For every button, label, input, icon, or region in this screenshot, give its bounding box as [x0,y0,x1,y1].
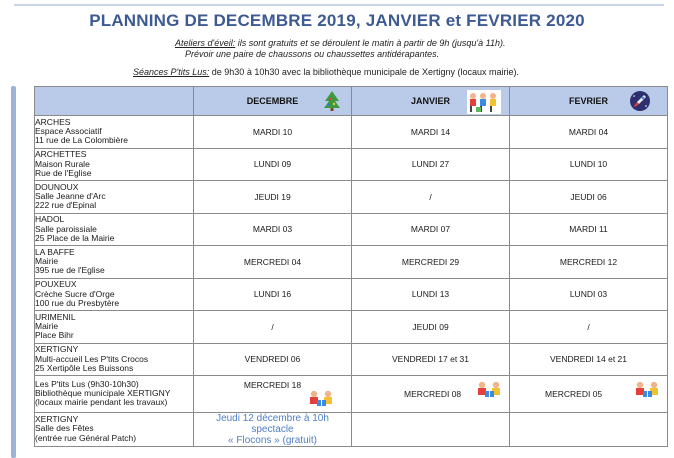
date-value: MERCREDI 08 [404,388,462,399]
date-value: MERCREDI 29 [401,256,460,267]
date-cell [352,213,510,246]
table-row [35,148,668,181]
table-row [35,181,668,214]
location-cell [35,311,194,344]
date-value: / [271,321,274,332]
location-detail: 222 rue d'Epinal [35,200,97,211]
date-cell [194,181,352,214]
date-cell [194,311,352,344]
date-cell [352,181,510,214]
date-value: MARDI 03 [252,224,293,235]
location-detail: Mairie [35,256,59,267]
date-cell [510,311,668,344]
location-cell [35,148,194,181]
date-cell [510,181,668,214]
date-value: LUNDI 09 [253,159,292,170]
month-header-january [352,87,510,116]
date-cell [510,376,668,413]
date-cell [510,343,668,376]
location-detail: Place Bihr [35,330,74,341]
empty-cell-february [510,412,668,446]
date-cell [194,278,352,311]
location-detail: Salle paroissiale [35,223,97,234]
date-cell [352,343,510,376]
location-detail: (locaux mairie pendant les travaux) [35,397,168,408]
location-cell [35,376,194,413]
date-cell [194,246,352,279]
date-cell [194,116,352,149]
date-value: MERCREDI 05 [545,388,603,399]
spectacle-text: Jeudi 12 décembre à 10h [216,412,329,424]
table-row [35,116,668,149]
date-value: VENDREDI 17 et 31 [391,354,469,365]
location-cell [35,213,194,246]
ateliers-note [175,38,595,60]
date-value: MARDI 11 [569,224,608,235]
date-cell [510,213,668,246]
location-name: URIMENIL [35,311,76,322]
top-rule [14,4,664,6]
table-row [35,213,668,246]
month-label: JANVIER [410,96,450,106]
location-detail: (entrée rue Général Patch) [35,432,137,443]
location-detail: 25 Xertipôle Les Buissons [35,362,134,373]
location-detail: Multi-accueil Les P'tits Crocos [35,353,149,364]
location-detail: 100 rue du Presbytère [35,297,120,308]
ateliers-text-1: ils sont gratuits et se déroulent le matin à partir de 9h (jusqu'à 11h). [237,38,506,48]
date-value: LUNDI 10 [569,159,608,170]
table-row [35,278,668,311]
date-value: LUNDI 13 [411,289,450,300]
month-header-february [510,87,668,116]
location-name: ARCHES [35,116,71,127]
date-value: VENDREDI 06 [244,354,301,365]
table-row [35,343,668,376]
ateliers-text-2: Prévoir une paire de chaussons ou chaussettes antidérapantes. [185,49,440,59]
date-cell [352,311,510,344]
date-value: MARDI 04 [568,126,609,137]
date-cell [352,116,510,149]
date-cell [194,376,352,413]
date-value: VENDREDI 14 et 21 [549,354,627,365]
location-detail: Bibliothèque municipale XERTIGNY [35,388,171,399]
table-row [35,246,668,279]
spectacle-cell [194,412,352,446]
location-detail: 11 rue de La Colombière [35,135,128,146]
date-value: MERCREDI 04 [243,256,302,267]
location-detail: Maison Rurale [35,158,90,169]
location-detail: 395 rue de l'Eglise [35,265,105,276]
location-detail: Espace Associatif [35,126,102,137]
date-value: MARDI 14 [410,126,451,137]
date-cell [510,148,668,181]
location-cell [35,116,194,149]
location-name: ARCHETTES [35,149,87,160]
seances-text: de 9h30 à 10h30 avec la bibliothèque municipale de Xertigny (locaux mairie). [211,67,519,77]
spectacle-text: spectacle [251,423,294,435]
reading-children-icon [633,380,663,402]
location-detail: Crèche Sucre d'Orge [35,288,115,299]
date-value: JEUDI 19 [254,191,291,202]
date-value: LUNDI 27 [411,159,450,170]
seances-note [133,67,653,78]
month-header-december [194,87,352,116]
date-value: / [429,191,432,202]
date-cell [194,213,352,246]
month-label: DECEMBRE [246,96,299,106]
date-value: LUNDI 16 [253,289,292,300]
location-cell [35,246,194,279]
location-detail: Salle Jeanne d'Arc [35,191,106,202]
location-name: Les P'tits Lus (9h30-10h30) [35,378,139,389]
location-cell [35,343,194,376]
date-value: JEUDI 06 [570,191,607,202]
date-value: LUNDI 03 [569,289,608,300]
table-row [35,376,668,413]
date-value: MARDI 10 [252,126,293,137]
date-value: MERCREDI 12 [559,256,618,267]
date-cell [194,148,352,181]
header-row [35,87,668,116]
location-detail: Mairie [35,321,59,332]
date-cell [194,343,352,376]
page-title: PLANNING DE DECEMBRE 2019, JANVIER et FEVRIER 2020 [89,11,585,30]
header-blank-cell [35,87,194,116]
planning-table [34,86,668,447]
location-cell [35,278,194,311]
location-name: XERTIGNY [35,413,79,424]
empty-cell-january [352,412,510,446]
location-name: DOUNOUX [35,181,79,192]
children-playing-icon [467,90,501,116]
location-name: POUXEUX [35,279,77,290]
location-name: XERTIGNY [35,344,79,355]
ateliers-label: Ateliers d'éveil: [175,38,236,48]
reading-children-icon [475,380,505,402]
location-cell [35,181,194,214]
table-row [35,412,668,446]
reading-children-icon [307,389,337,411]
date-value: JEUDI 09 [412,321,449,332]
location-cell [35,412,194,446]
location-detail: 25 Place de la Mairie [35,232,115,243]
location-name: HADOL [35,214,65,225]
date-value: MERCREDI 18 [243,380,302,390]
date-cell [352,246,510,279]
date-value: MARDI 07 [410,224,451,235]
rocket-icon [629,90,651,114]
spectacle-text: « Flocons » (gratuit) [228,434,317,446]
date-cell [510,246,668,279]
date-value: / [587,321,590,332]
table-row [35,311,668,344]
seances-label: Séances P'tits Lus: [133,67,210,77]
location-detail: Salle des Fêtes [35,423,94,434]
date-cell [352,376,510,413]
location-name: LA BAFFE [35,246,75,257]
left-margin-bar [11,86,16,458]
month-label: FEVRIER [568,96,608,106]
christmas-tree-icon [323,90,341,114]
location-detail: Rue de l'Eglise [35,167,92,178]
date-cell [510,116,668,149]
date-cell [352,278,510,311]
date-cell [352,148,510,181]
date-cell [510,278,668,311]
